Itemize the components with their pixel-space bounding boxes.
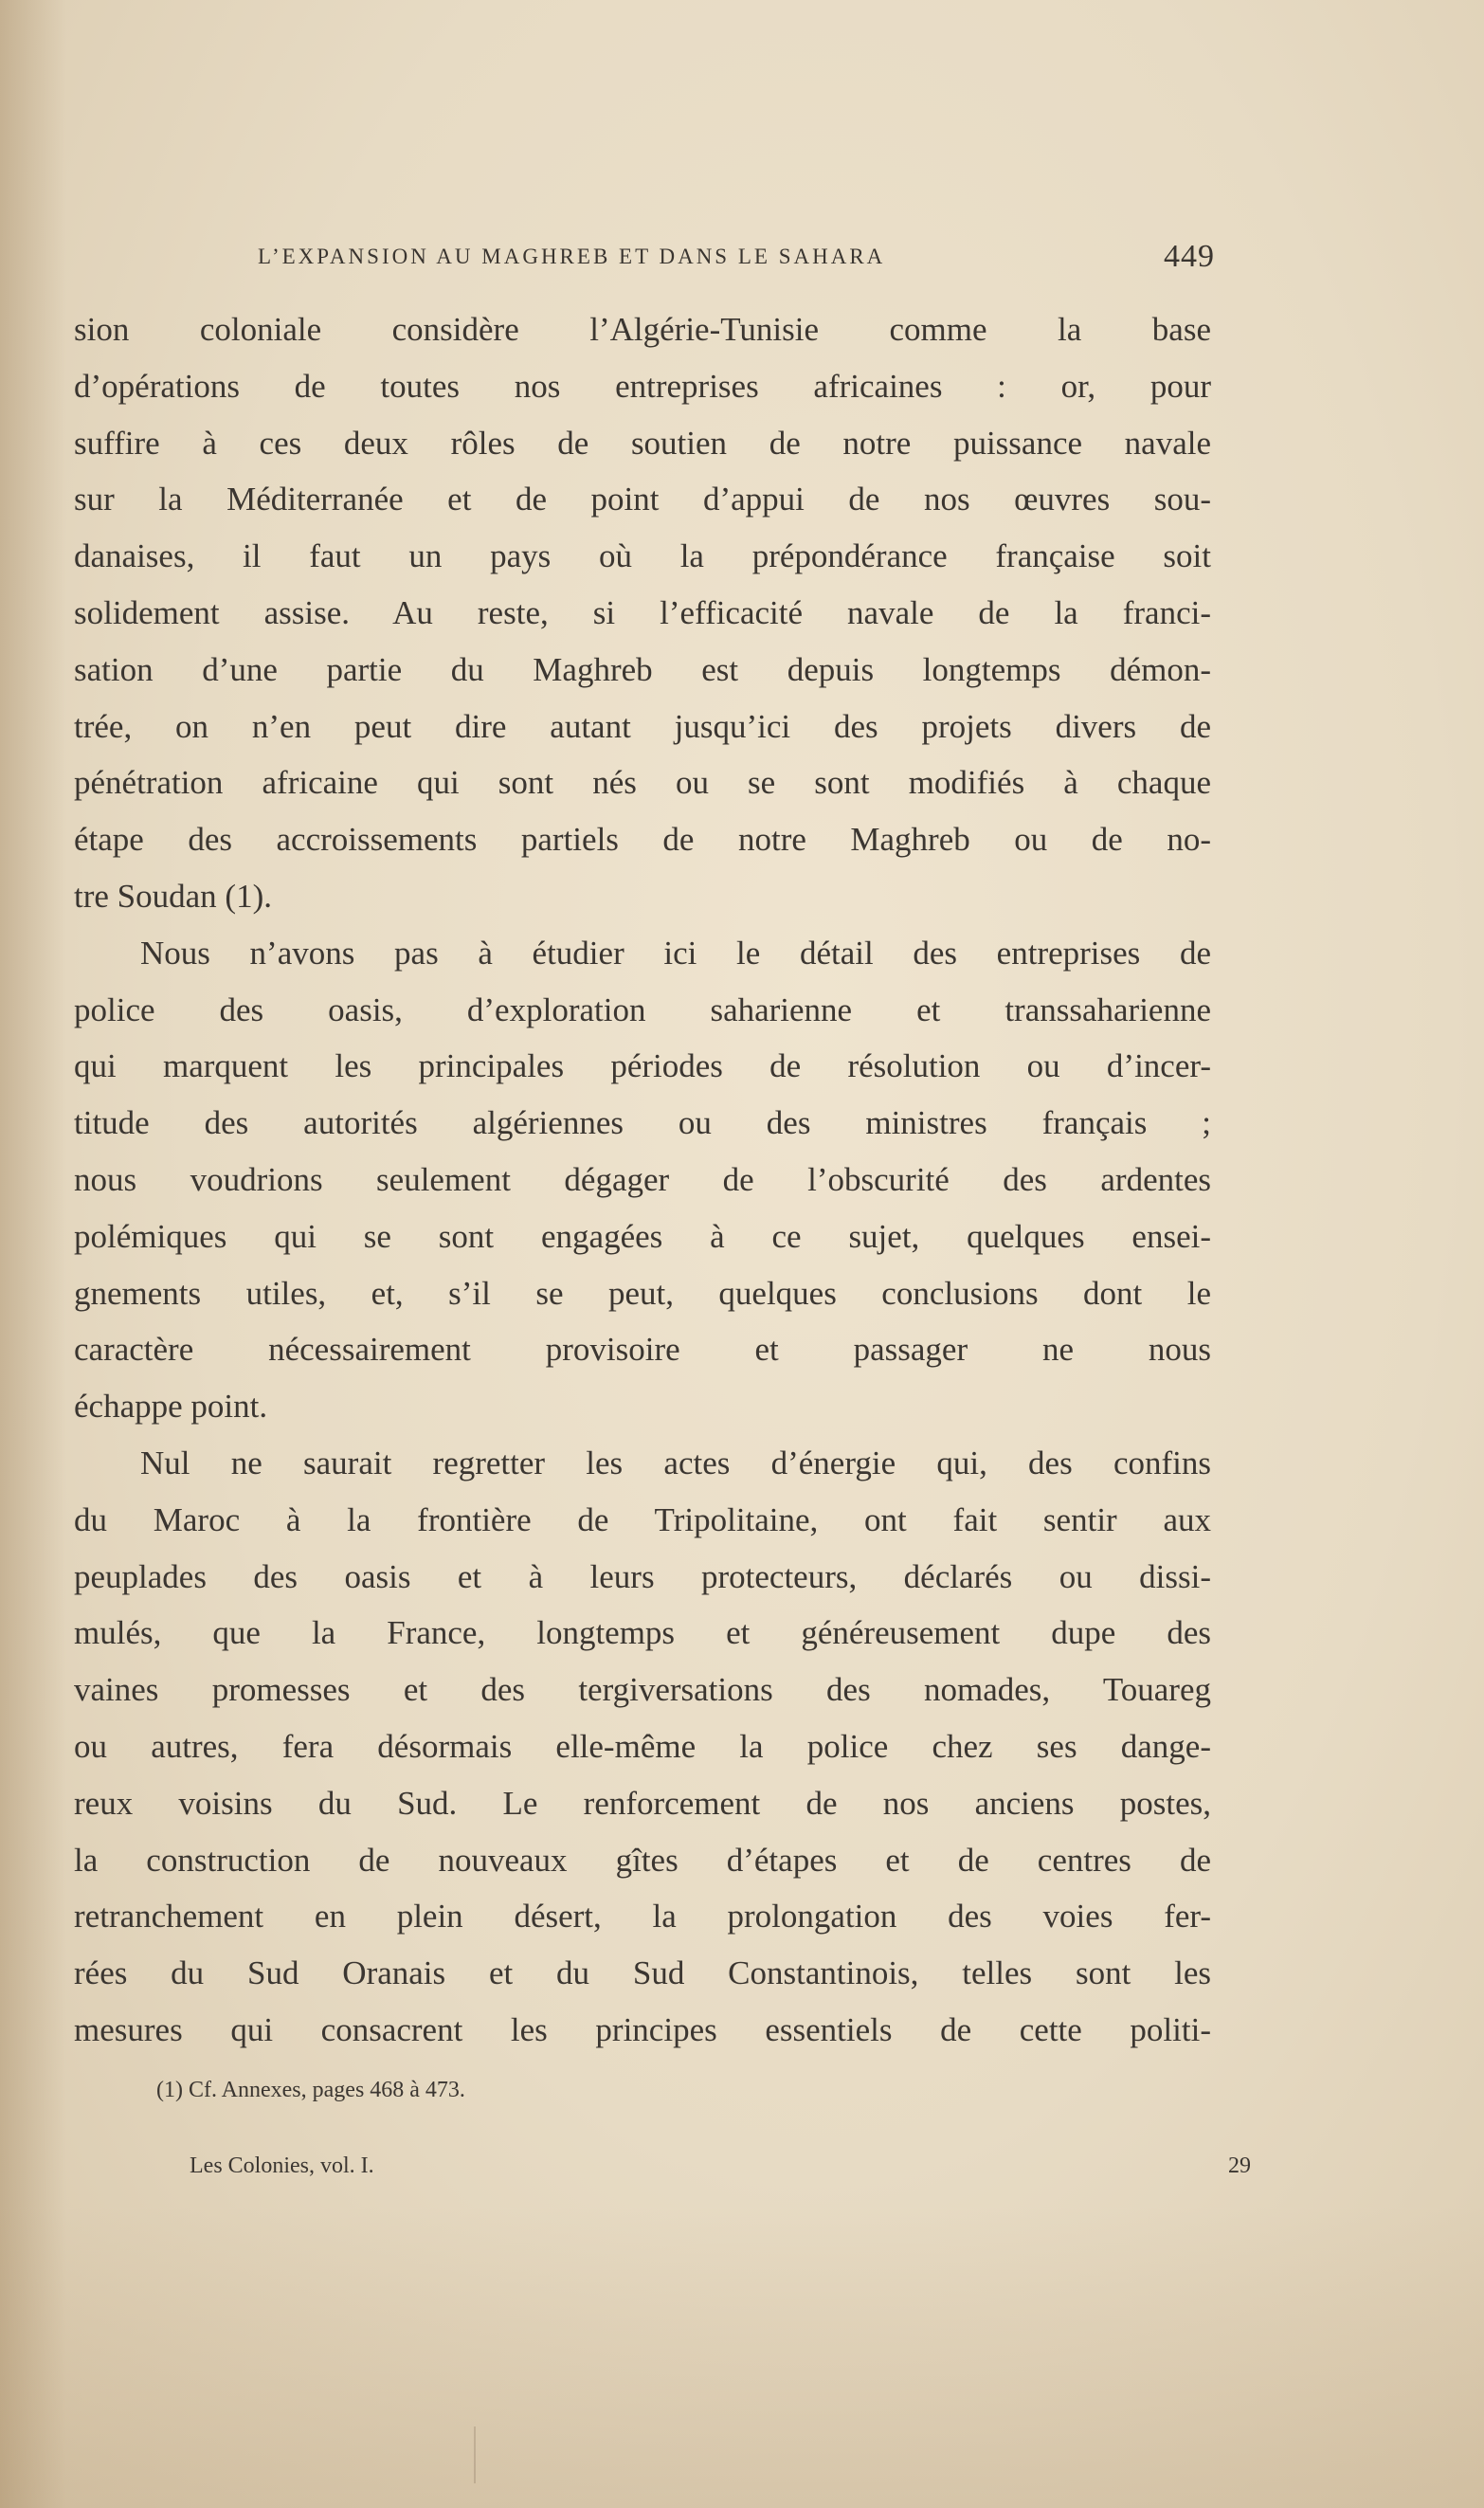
text-line: trée, on n’en peut dire autant jusqu’ici des projets divers de — [74, 707, 1211, 745]
text-line: mesures qui consacrent les principes essentiels de cette politi- — [74, 2010, 1211, 2048]
text-line: ou autres, fera désormais elle-même la police chez ses dange- — [74, 1727, 1211, 1765]
paragraph-start-line: Nous n’avons pas à étudier ici le détail des entreprises de — [140, 934, 1211, 972]
text-line: étape des accroissements partiels de notre Maghreb ou de no- — [74, 821, 1211, 859]
page-footer — [190, 2154, 1251, 2191]
text-line: qui marquent les principales périodes de résolution ou d’incer- — [74, 1047, 1211, 1085]
text-line: caractère nécessairement provisoire et passager ne nous — [74, 1331, 1211, 1369]
text-line: polémiques qui se sont engagées à ce sujet, quelques ensei- — [74, 1217, 1211, 1255]
paragraph-start-line: Nul ne saurait regretter les actes d’énergie qui, des confins — [140, 1444, 1211, 1481]
paragraph-end-line: échappe point. — [74, 1388, 268, 1426]
text-line: solidement assise. Au reste, si l’efficacité navale de la franci- — [74, 593, 1211, 631]
text-line: mulés, que la France, longtemps et généreusement dupe des — [74, 1614, 1211, 1652]
signature-mark: 29 — [1228, 2154, 1251, 2178]
paper-stain — [0, 2205, 1484, 2508]
text-line: police des oasis, d’exploration saharienne et transsaharienne — [74, 990, 1211, 1028]
text-line: nous voudrions seulement dégager de l’obscurité des ardentes — [74, 1160, 1211, 1198]
running-title: L’EXPANSION AU MAGHREB ET DANS LE SAHARA — [258, 245, 886, 268]
page-header — [258, 239, 1215, 277]
binding-shadow — [0, 0, 66, 2508]
paragraph-end-line: tre Soudan (1). — [74, 877, 272, 915]
text-line: suffire à ces deux rôles de soutien de notre puissance navale — [74, 424, 1211, 462]
body-text — [74, 301, 1211, 2059]
text-line: peuplades des oasis et à leurs protecteurs, déclarés ou dissi- — [74, 1557, 1211, 1595]
text-line: sion coloniale considère l’Algérie-Tunisie comme la base — [74, 311, 1211, 348]
paper-mark — [474, 2426, 476, 2483]
text-line: la construction de nouveaux gîtes d’étapes et de centres de — [74, 1841, 1211, 1879]
text-line: pénétration africaine qui sont nés ou se sont modifiés à chaque — [74, 764, 1211, 802]
text-line: sation d’une partie du Maghreb est depuis longtemps démon- — [74, 650, 1211, 688]
text-line: rées du Sud Oranais et du Sud Constantinois, telles sont les — [74, 1954, 1211, 1992]
text-line: danaises, il faut un pays où la prépondérance française soit — [74, 537, 1211, 575]
page-number: 449 — [1164, 239, 1215, 274]
imprint: Les Colonies, vol. I. — [190, 2154, 374, 2178]
text-line: retranchement en plein désert, la prolongation des voies fer- — [74, 1898, 1211, 1936]
text-line: gnements utiles, et, s’il se peut, quelques conclusions dont le — [74, 1274, 1211, 1312]
text-line: d’opérations de toutes nos entreprises africaines : or, pour — [74, 367, 1211, 405]
text-line: vaines promesses et des tergiversations des nomades, Touareg — [74, 1671, 1211, 1709]
text-line: sur la Méditerranée et de point d’appui de nos œuvres sou- — [74, 481, 1211, 518]
text-line: reux voisins du Sud. Le renforcement de nos anciens postes, — [74, 1784, 1211, 1822]
footnote: (1) Cf. Annexes, pages 468 à 473. — [156, 2078, 465, 2102]
text-line: du Maroc à la frontière de Tripolitaine, ont fait sentir aux — [74, 1500, 1211, 1538]
text-line: titude des autorités algériennes ou des ministres français ; — [74, 1104, 1211, 1142]
